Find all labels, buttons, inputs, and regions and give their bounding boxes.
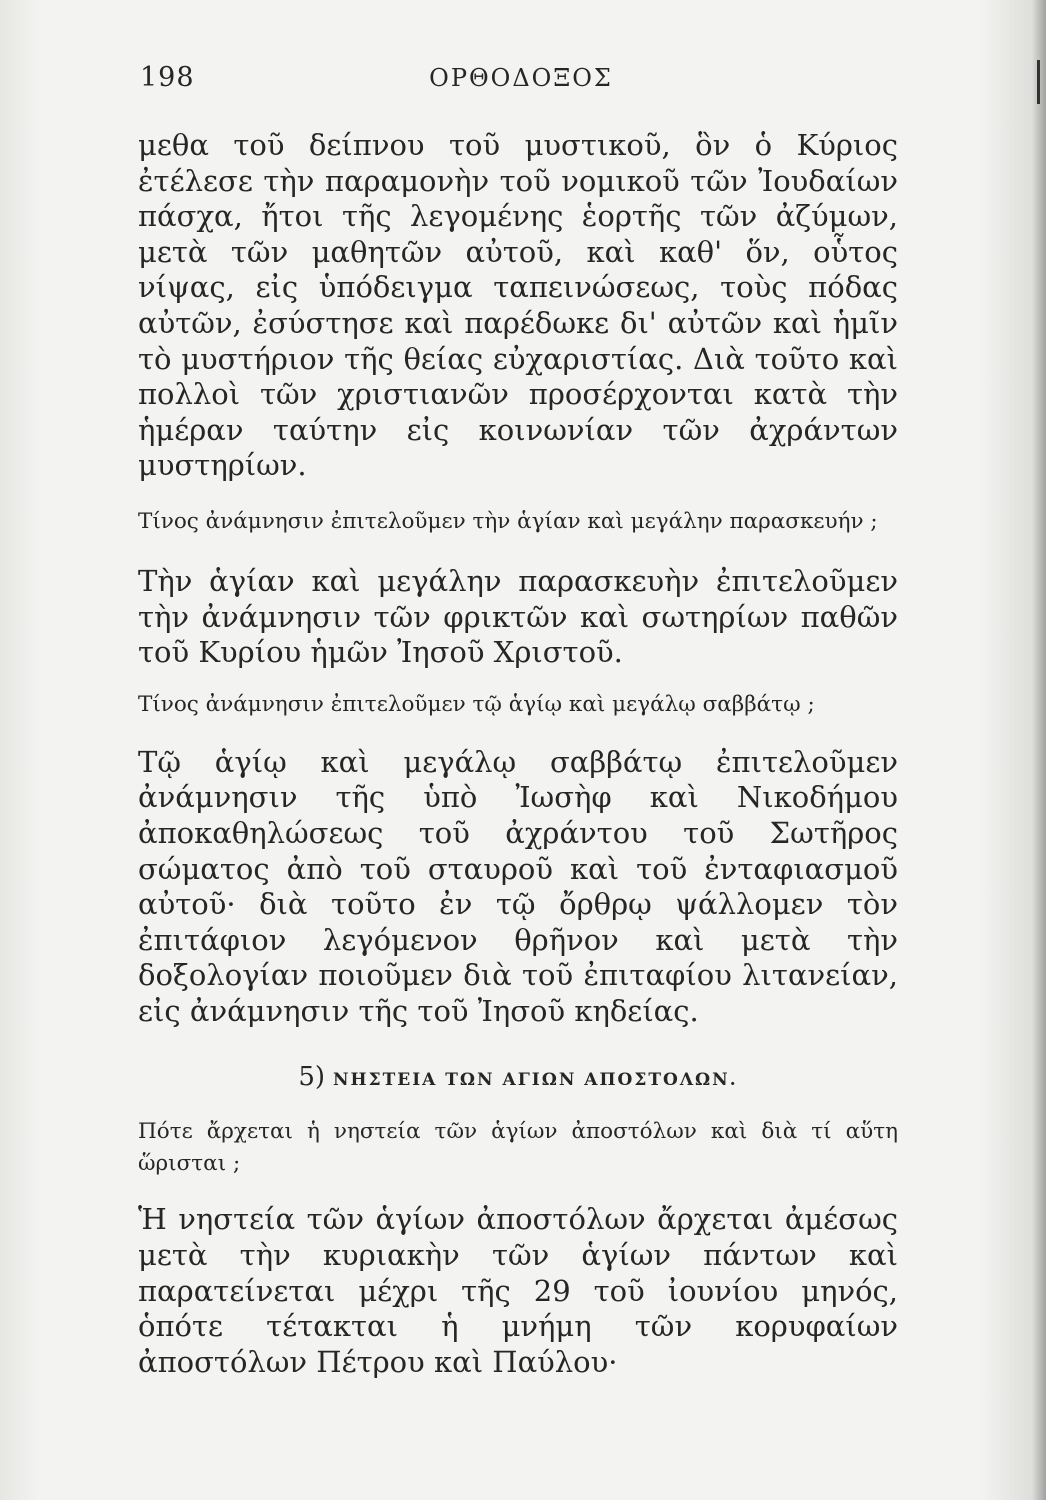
running-title: ΟΡΘΟΔΟΞΟΣ xyxy=(429,64,613,92)
question-holy-saturday: Τίνος ἀνάμνησιν ἐπιτελοῦμεν τῷ ἁγίῳ καὶ μεγάλῳ σαββάτῳ ; xyxy=(138,691,815,717)
answer-good-friday: Τὴν ἁγίαν καὶ μεγάλην παρασκευὴν ἐπιτελοῦμεν τὴν ἀνάμνησιν τῶν φρικτῶν καὶ σωτηρίων παθῶν τοῦ Κυρίου ἡμῶν Ἰησοῦ Χριστοῦ. xyxy=(138,563,898,670)
page-body xyxy=(138,128,898,1380)
section-heading xyxy=(138,1061,898,1096)
answer-apostles-fast: Ἡ νηστεία τῶν ἁγίων ἀποστόλων ἄρχεται ἀμέσως μετὰ τὴν κυριακὴν τῶν ἁγίων πάντων καὶ παρατείνεται μέχρι τῆς 29 τοῦ ἰουνίου μηνός, ὁπότε τέτακται ἡ μνήμη τῶν κορυφαίων ἀποστόλων Πέτρου καὶ Παύλου· xyxy=(138,1202,898,1379)
page-edge-shadow xyxy=(1032,0,1046,1500)
question-good-friday: Τίνος ἀνάμνησιν ἐπιτελοῦμεν τὴν ἁγίαν καὶ μεγάλην παρασκευήν ; xyxy=(138,508,878,534)
answer-holy-saturday: Τῷ ἁγίῳ καὶ μεγάλῳ σαββάτῳ ἐπιτελοῦμεν ἀνάμνησιν τῆς ὑπὸ Ἰωσὴφ καὶ Νικοδήμου ἀποκαθηλώσεως τοῦ ἀχράντου τοῦ Σωτῆρος σώματος ἀπὸ τοῦ σταυροῦ καὶ τοῦ ἐνταφιασμοῦ αὐτοῦ· διὰ τοῦτο ἐν τῷ ὄρθρῳ ψάλλομεν τὸν ἐπιτάφιον λεγόμενον θρῆνον καὶ μετὰ τὴν δοξολογίαν ποιοῦμεν διὰ τοῦ ἐπιταφίου λιτανείαν, εἰς ἀνάμνησιν τῆς τοῦ Ἰησοῦ κηδείας. xyxy=(138,744,898,1028)
page-edge-mark xyxy=(1037,60,1040,104)
section-number: 5) xyxy=(298,1062,326,1093)
question-apostles-fast: Πότε ἄρχεται ἡ νηστεία τῶν ἁγίων ἀποστόλων καὶ διὰ τί αὕτη ὥρισται ; xyxy=(138,1119,898,1177)
page-number: 198 xyxy=(140,62,195,93)
paragraph-continuation: μεθα τοῦ δείπνου τοῦ μυστικοῦ, ὃν ὁ Κύριος ἐτέλεσε τὴν παραμονὴν τοῦ νομικοῦ τῶν Ἰουδαίων πάσχα, ἤτοι τῆς λεγομένης ἑορτῆς τῶν ἀζύμων, μετὰ τῶν μαθητῶν αὐτοῦ, καὶ καθ' ὅν, οὗτος νίψας, εἰς ὑπόδειγμα ταπεινώσεως, τοὺς πόδας αὐτῶν, ἐσύστησε καὶ παρέδωκε δι' αὐτῶν καὶ ἡμῖν τὸ μυστήριον τῆς θείας εὐχαριστίας. Διὰ τοῦτο καὶ πολλοὶ τῶν χριστιανῶν προσέρχονται κατὰ τὴν ἡμέραν ταύτην εἰς κοινωνίαν τῶν ἀχράντων μυστηρίων. xyxy=(138,128,898,483)
section-title: ΝΗΣΤΕΙΑ ΤΩΝ ΑΓΙΩΝ ΑΠΟΣΤΟΛΩΝ. xyxy=(332,1070,738,1091)
page-header xyxy=(140,62,902,102)
